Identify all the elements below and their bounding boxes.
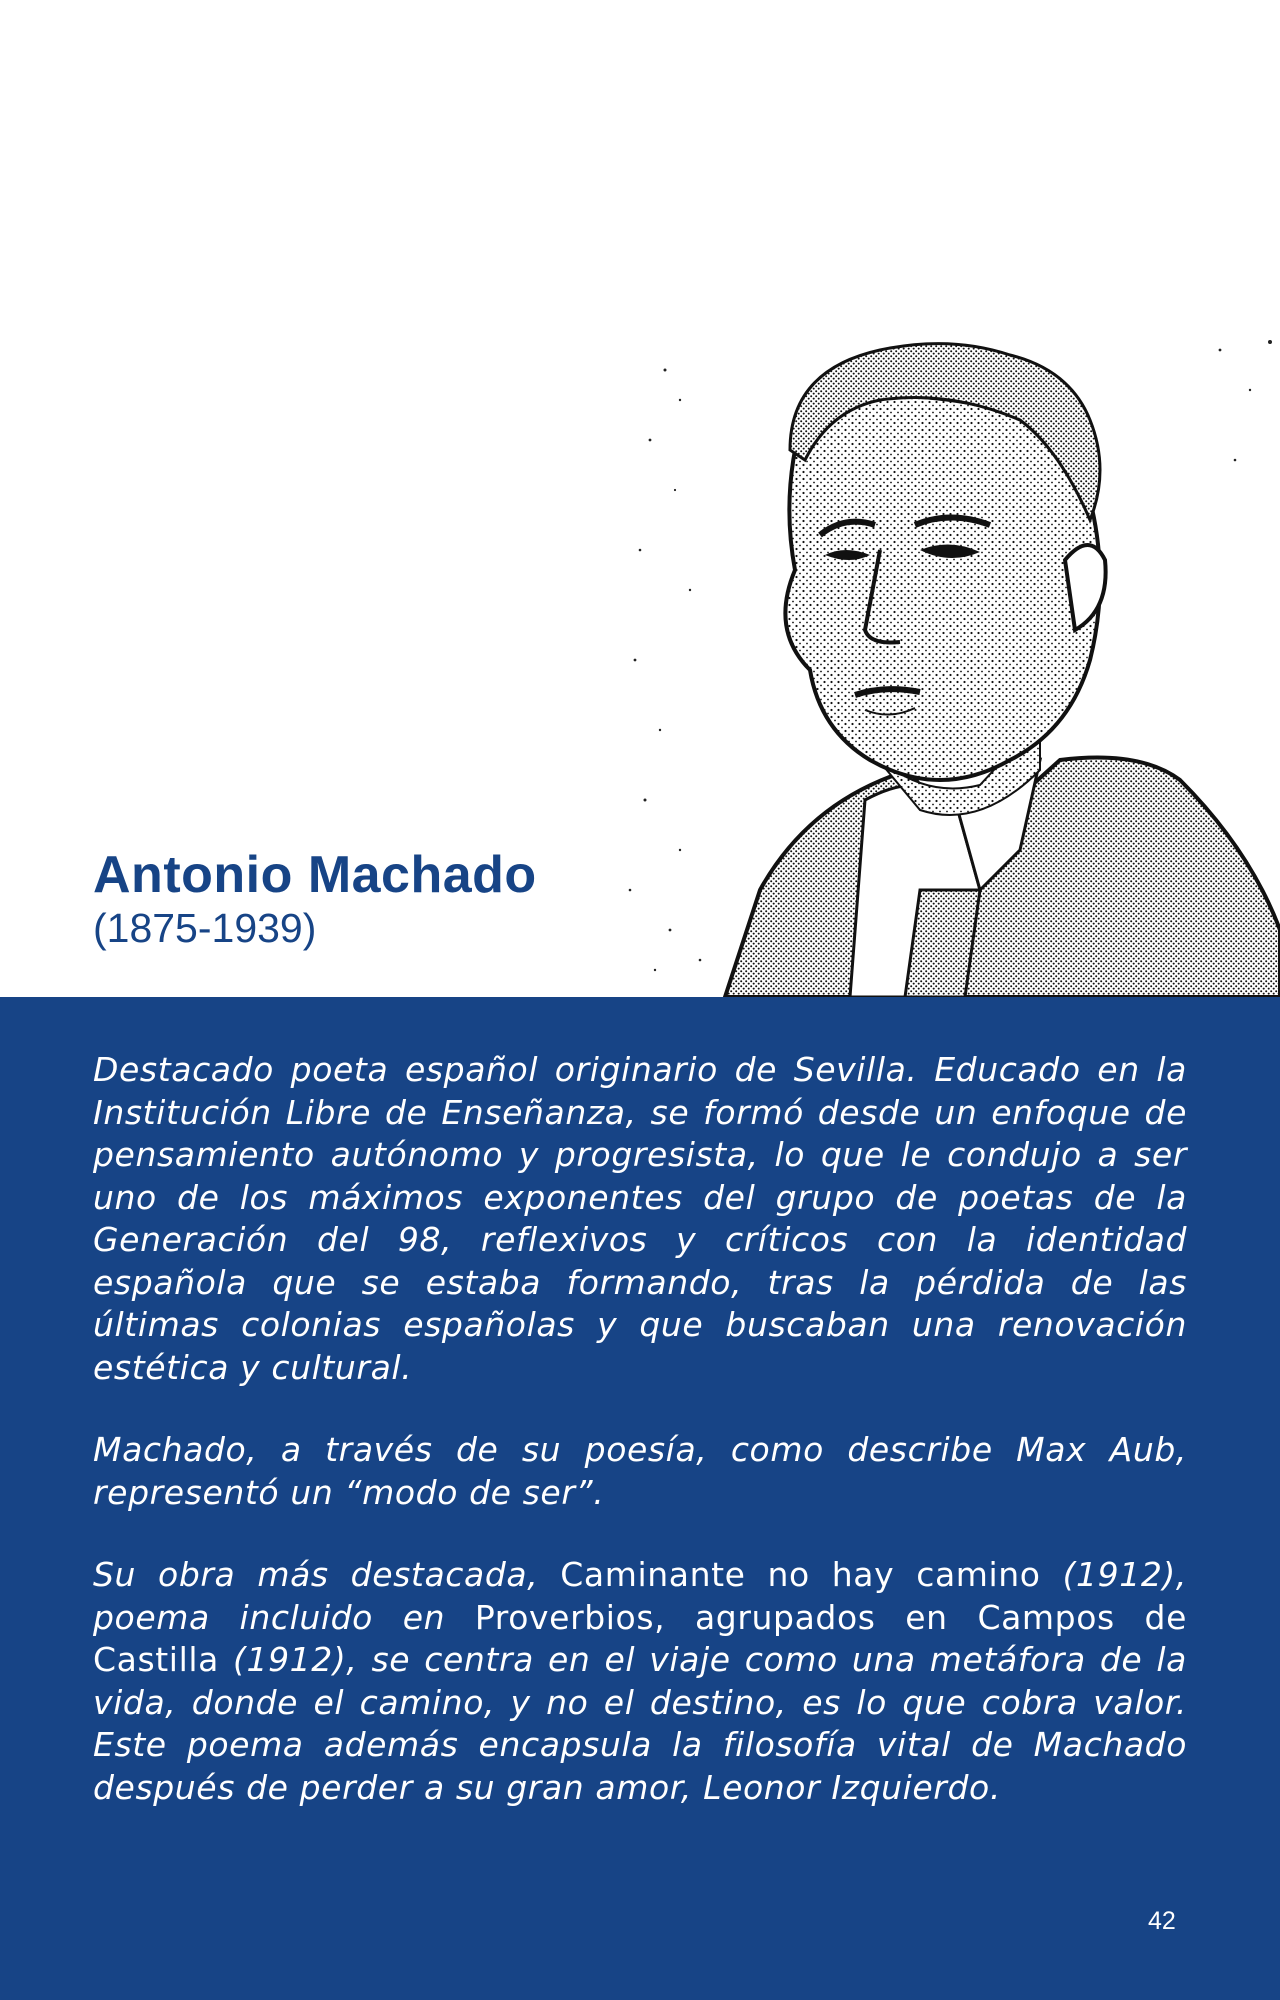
biography-section [0,997,1280,2000]
paragraph-3-end: (1912), se centra en el viaje como una metáfora de la vida, donde el camino, y no el destino, es lo que cobra valor. Este poema además encapsula la filosofía vital de Machado después de perder a su gran amor, Leonor Izquierdo. [93,1640,1187,1807]
paragraph-3-intro: Su obra más destacada, [93,1555,561,1594]
biography-paragraph-3 [93,1554,1187,1809]
page-number: 42 [1148,1907,1176,1935]
biography-paragraph-1: Destacado poeta español originario de Sevilla. Educado en la Institución Libre de Enseñanza, se formó desde un enfoque de pensamiento autónomo y progresista, lo que le condujo a ser uno de los máximos exponentes del grupo de poetas de la Generación del 98, reflexivos y críticos con la identidad española que se estaba formando, tras la pérdida de las últimas colonias españolas y que buscaban una renovación estética y cultural. [93,1050,1187,1387]
work-title-caminante: Caminante no hay camino [560,1555,1041,1594]
page-title: Antonio Machado [93,846,537,904]
title-block [93,845,537,951]
life-dates: (1875-1939) [93,905,317,951]
header-section [0,0,1280,997]
paragraph-3-middle: (1912), poema incluido en [93,1555,1187,1637]
biography-text [93,1049,1187,1809]
work-title-proverbios: Proverbios, agrupados en Campos de Castilla [93,1597,1187,1679]
poet-portrait-icon [620,330,1280,997]
biography-paragraph-2: Machado, a través de su poesía, como describe Max Aub, representó un “modo de ser”. [93,1430,1187,1512]
